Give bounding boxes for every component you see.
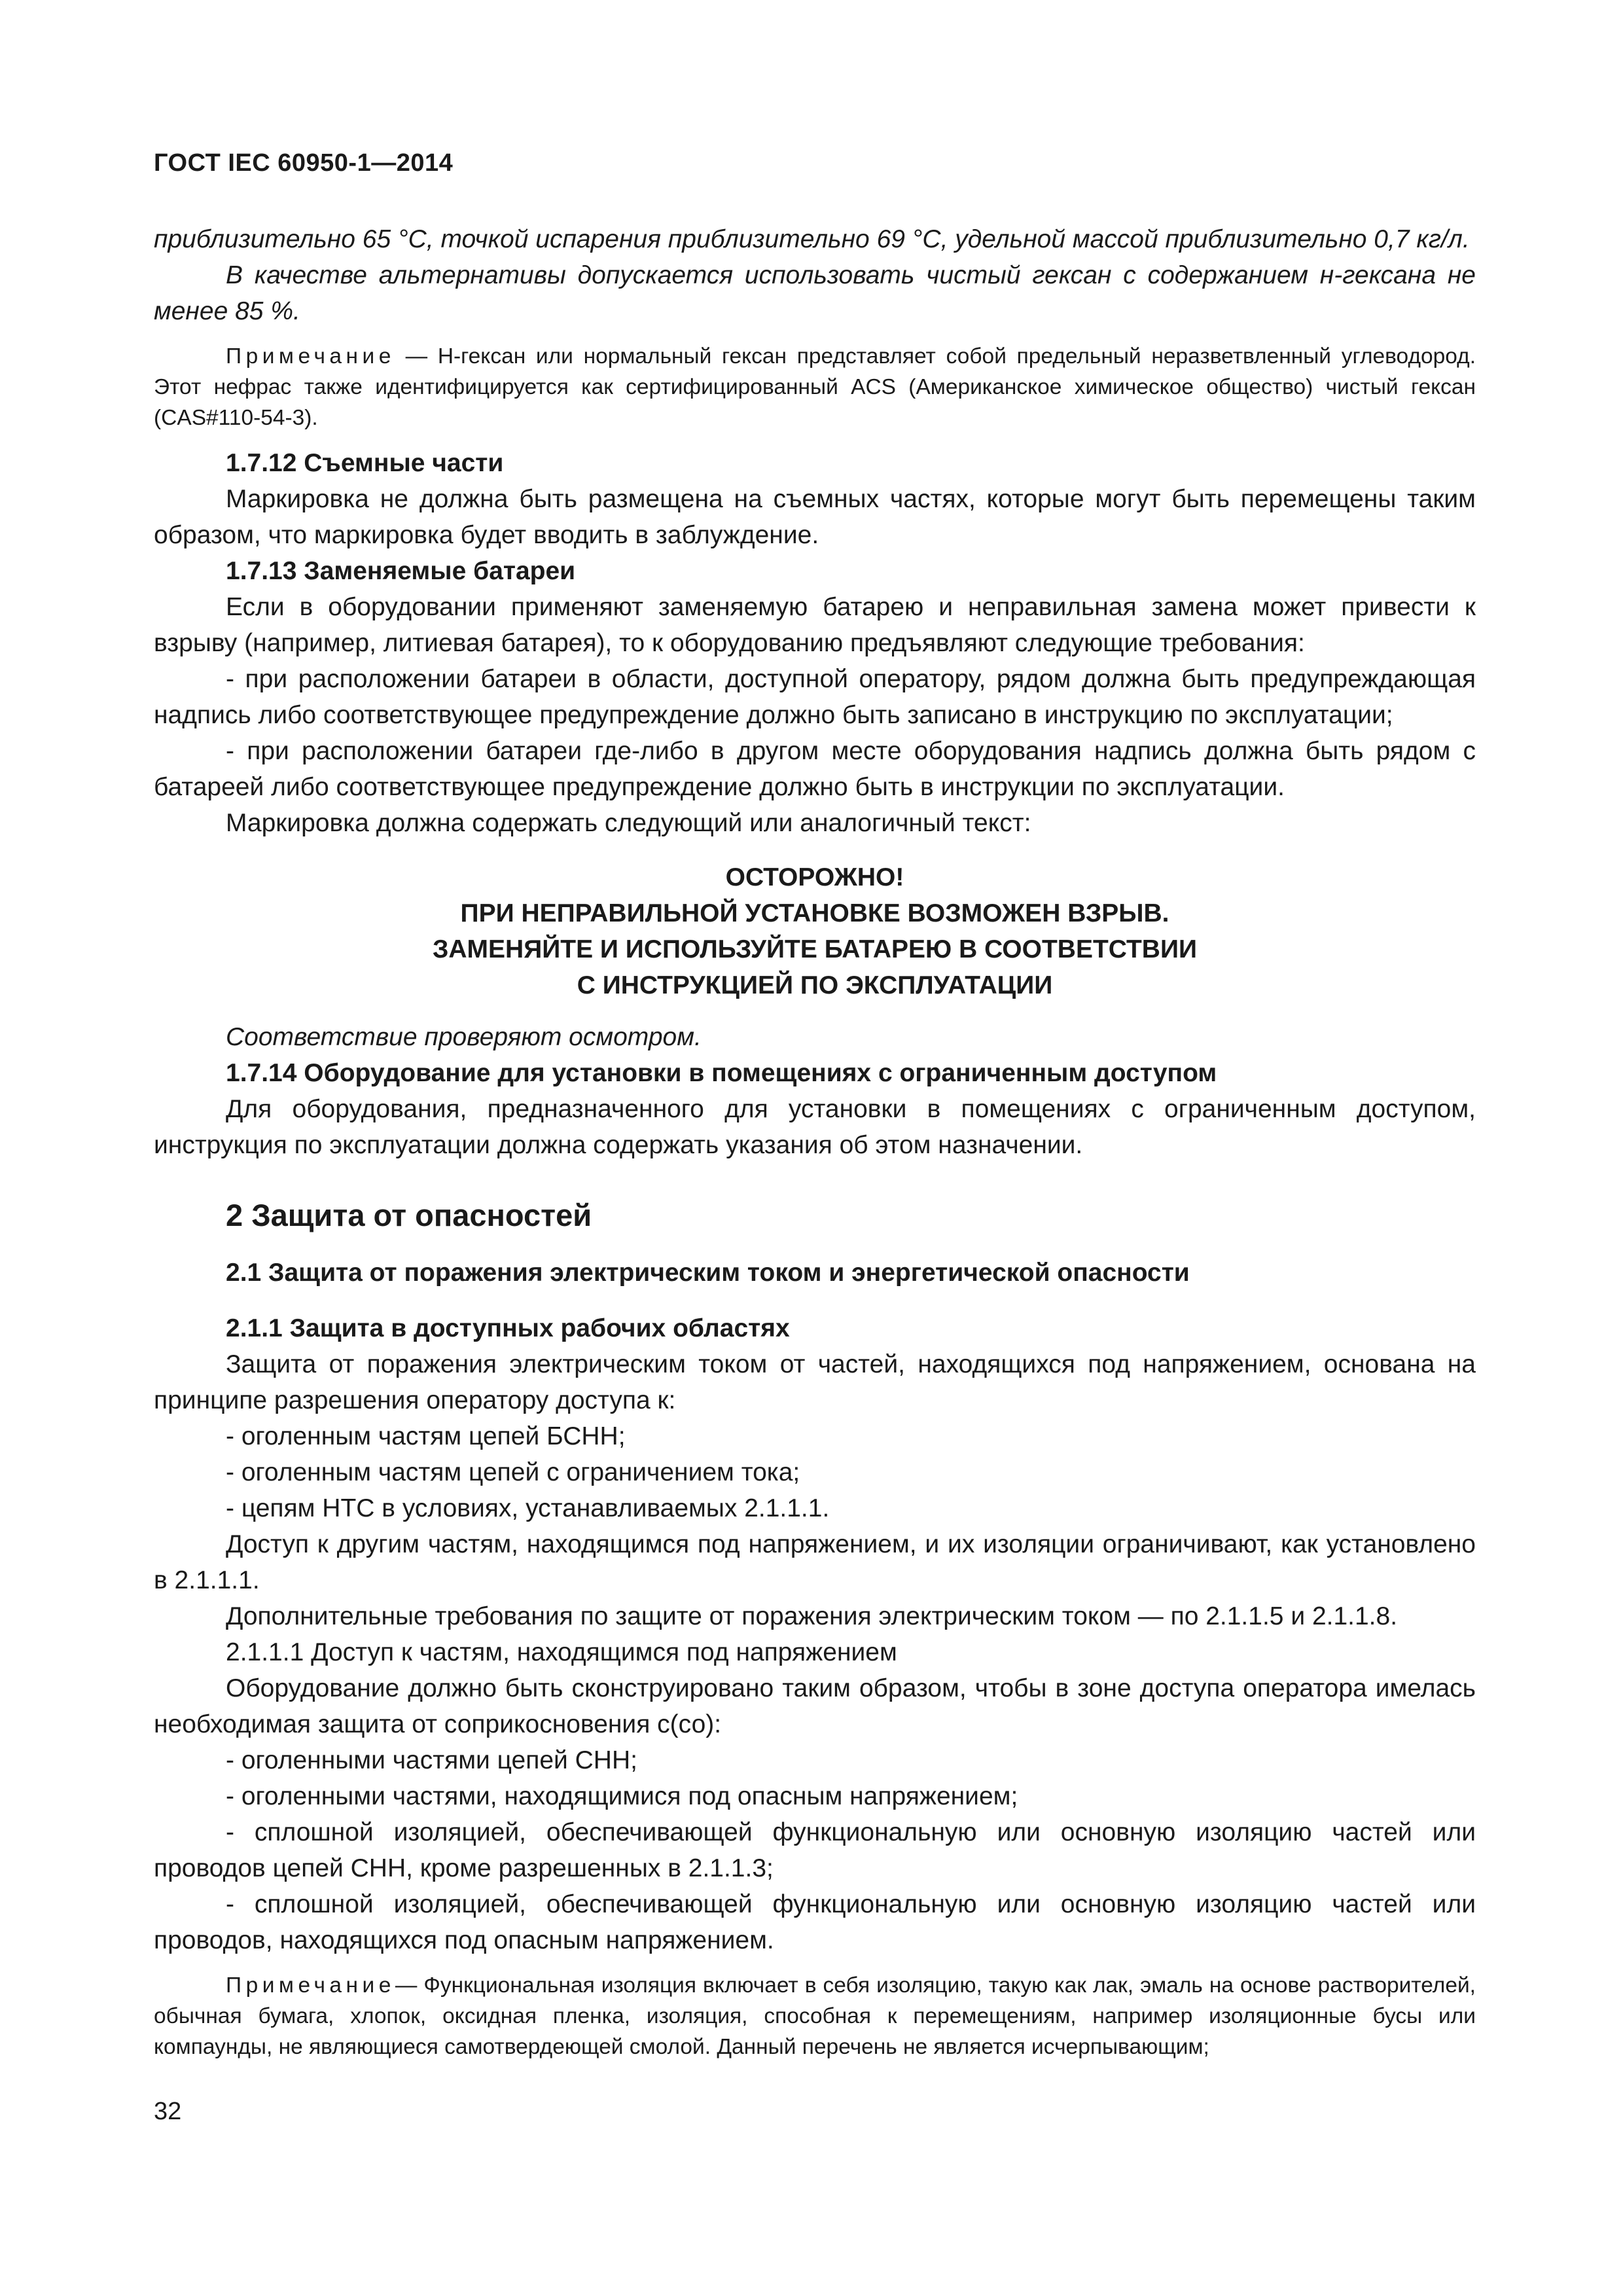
paragraph: Защита от поражения электрическим током от частей, находящихся под напряжением, основана на принципе разрешения оператору доступа к: bbox=[154, 1350, 1476, 1414]
warning-line: ЗАМЕНЯЙТЕ И ИСПОЛЬЗУЙТЕ БАТАРЕЮ В СООТВЕТСТВИИ bbox=[432, 935, 1198, 963]
section-heading: 1.7.14 Оборудование для установки в помещениях с ограниченным доступом bbox=[226, 1059, 1217, 1087]
page-number: 32 bbox=[154, 2098, 182, 2125]
warning-line: С ИНСТРУКЦИЕЙ ПО ЭКСПЛУАТАЦИИ bbox=[577, 971, 1053, 999]
paragraph: Для оборудования, предназначенного для установки в помещениях с ограниченным доступом, инструкция по эксплуатации должна содержать указания об этом назначении. bbox=[154, 1095, 1476, 1159]
section-heading: 2.1 Защита от поражения электрическим током и энергетической опасности bbox=[226, 1259, 1190, 1287]
section-heading: 1.7.13 Заменяемые батареи bbox=[226, 557, 576, 585]
section-heading: 1.7.12 Съемные части bbox=[226, 449, 504, 477]
note-label: Примечание bbox=[226, 344, 395, 368]
list-item: - при расположении батареи в области, доступной оператору, рядом должна быть предупреждающая надпись либо соответствующее предупреждение должно быть записано в инструкцию по эксплуатации; bbox=[154, 665, 1476, 729]
list-item: - оголенным частям цепей БСНН; bbox=[226, 1422, 626, 1450]
document-body bbox=[154, 221, 1476, 2062]
warning-line: ОСТОРОЖНО! bbox=[725, 863, 904, 891]
paragraph: Дополнительные требования по защите от поражения электрическим током — по 2.1.1.5 и 2.1.1.8. bbox=[226, 1602, 1398, 1630]
note-text: — Н-гексан или нормальный гексан представляет собой предельный неразветвленный углеводород. Этот нефрас также идентифицируется как сертифицированный ACS (Американское химическое общество) чистый гексан (CAS#110-54-3). bbox=[154, 344, 1476, 430]
note-label: Примечание bbox=[226, 1973, 395, 1998]
list-item: - оголенными частями цепей СНН; bbox=[226, 1746, 637, 1774]
list-item: - оголенными частями, находящимися под опасным напряжением; bbox=[226, 1782, 1018, 1810]
note-text: — Функциональная изоляция включает в себя изоляцию, такую как лак, эмаль на основе растворителей, обычная бумага, хлопок, оксидная пленка, изоляция, способная к перемещениям, например изоляционные бусы или компаунды, не являющиеся самотвердеющей смолой. Данный перечень не является исчерпывающим; bbox=[154, 1973, 1476, 2059]
paragraph: Если в оборудовании применяют заменяемую батарею и неправильная замена может привести к взрыву (например, литиевая батарея), то к оборудованию предъявляют следующие требования: bbox=[154, 593, 1476, 657]
note bbox=[154, 1970, 1476, 2062]
chapter-heading: 2 Защита от опасностей bbox=[226, 1198, 592, 1232]
paragraph: Маркировка должна содержать следующий или аналогичный текст: bbox=[226, 809, 1031, 837]
paragraph: 2.1.1.1 Доступ к частям, находящимся под напряжением bbox=[226, 1638, 897, 1666]
paragraph: В качестве альтернативы допускается использовать чистый гексан с содержанием н-гексана не менее 85 %. bbox=[154, 261, 1476, 325]
list-item: - при расположении батареи где-либо в другом месте оборудования надпись должна быть рядом с батареей либо соответствующее предупреждение должно быть в инструкции по эксплуатации. bbox=[154, 737, 1476, 801]
warning-text bbox=[154, 859, 1476, 1003]
list-item: - сплошной изоляцией, обеспечивающей функциональную или основную изоляцию частей или проводов цепей СНН, кроме разрешенных в 2.1.1.3; bbox=[154, 1818, 1476, 1882]
paragraph: Оборудование должно быть сконструировано таким образом, чтобы в зоне доступа оператора имелась необходимая защита от соприкосновения с(со): bbox=[154, 1674, 1476, 1738]
section-heading: 2.1.1 Защита в доступных рабочих областях bbox=[226, 1314, 790, 1342]
list-item: - оголенным частям цепей с ограничением тока; bbox=[226, 1458, 800, 1486]
paragraph: приблизительно 65 °С, точкой испарения приблизительно 69 °С, удельной массой приблизительно 0,7 кг/л. bbox=[154, 225, 1470, 253]
warning-line: ПРИ НЕПРАВИЛЬНОЙ УСТАНОВКЕ ВОЗМОЖЕН ВЗРЫВ. bbox=[460, 899, 1169, 927]
list-item: - цепям НТС в условиях, устанавливаемых 2.1.1.1. bbox=[226, 1494, 830, 1522]
list-item: - сплошной изоляцией, обеспечивающей функциональную или основную изоляцию частей или проводов, находящихся под опасным напряжением. bbox=[154, 1890, 1476, 1954]
paragraph: Маркировка не должна быть размещена на съемных частях, которые могут быть перемещены таким образом, что маркировка будет вводить в заблуждение. bbox=[154, 485, 1476, 549]
paragraph: Соответствие проверяют осмотром. bbox=[226, 1023, 702, 1051]
note bbox=[154, 341, 1476, 433]
paragraph: Доступ к другим частям, находящимся под напряжением, и их изоляции ограничивают, как установлено в 2.1.1.1. bbox=[154, 1530, 1476, 1594]
document-header: ГОСТ IEC 60950-1—2014 bbox=[154, 149, 454, 177]
